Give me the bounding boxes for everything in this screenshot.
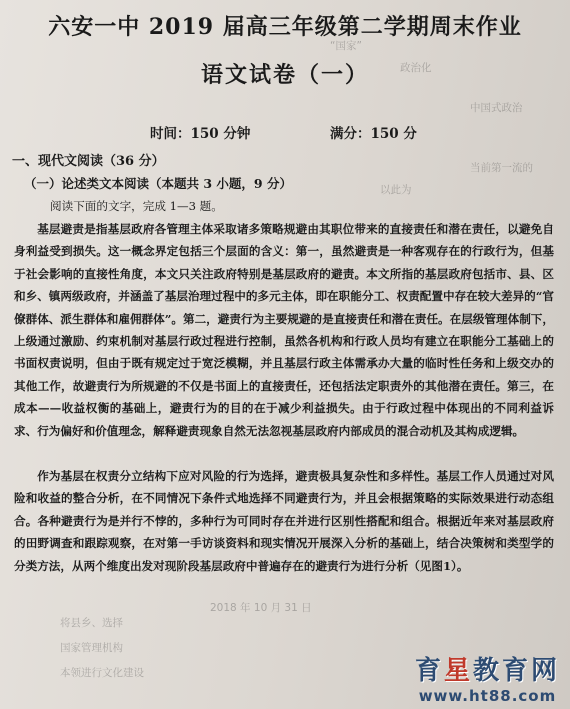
exam-title: 六安一中 2019 届高三年级第二学期周末作业 — [48, 14, 522, 40]
watermark-star: 星 — [443, 656, 473, 686]
reading-instruction: 阅读下面的文字，完成 1—3 题。 — [50, 199, 223, 213]
section-heading: 一、现代文阅读（36 分） — [12, 154, 165, 169]
bleed-through-text: 将县乡、选择 — [60, 617, 123, 629]
bleed-through-text: “国家” — [330, 40, 362, 52]
bleed-through-text: 2018 年 10 月 31 日 — [210, 602, 312, 614]
bleed-through-text: 国家管理机构 — [60, 642, 123, 654]
exam-subtitle: 语文试卷（一） — [200, 62, 369, 88]
watermark-url: www.ht88.com — [418, 687, 557, 705]
site-watermark — [415, 650, 560, 705]
exam-time: 时间：150 分钟 — [150, 126, 251, 142]
bleed-through-text: 政治化 — [400, 62, 432, 74]
bleed-through-text: 本领进行文化建设 — [60, 667, 144, 679]
exam-score: 满分：150 分 — [330, 126, 417, 142]
bleed-through-text: 中国式政治 — [470, 102, 523, 114]
bleed-through-text: 当前第一流的 — [470, 162, 533, 174]
watermark-logo-text: 育星教育网 — [414, 656, 560, 686]
passage-paragraph-1: 基层避责是指基层政府各管理主体采取诸多策略规避由其职位带来的直接责任和潜在责任，以避免自身利益受到损失。这一概念界定包括三个层面的含义：第一，虽然避责是一种客观存在的行政行为，但基于社会影响的直接性角度，本文只关注政府特别是基层政府的避责。本文所指的基层政府包括市、县、区和乡、镇两级政府，并涵盖了基层治理过程中的多元主体，即在职能分工、权责配置中存在较大差异的“官僚群体、派生群体和雇佣群体”。第二，避责行为主要规避的是直接责任和潜在责任。在层级管理体制下，上级通过激励、约束机制对基层行政过程进行控制，虽然各机构和行政人员均有建立在职能分工基础上的书面权责说明，但由于既有规定过于宽泛模糊，并且基层行政主体需承办大量的临时性任务和上级交办的其他工作，故避责行为所规避的不仅是书面上的直接责任，还包括法定职责外的其他潜在责任。第三，在成本——收益权衡的基础上，避责行为的目的在于减少利益损失。由于行政过程中体现出的不同利益诉求、行为偏好和价值理念，解释避责现象自然无法忽视基层政府内部成员的混合动机及其构成逻辑。 — [14, 222, 554, 438]
bleed-through-text: 以此为 — [380, 184, 412, 196]
subsection-heading: （一）论述类文本阅读（本题共 3 小题，9 分） — [24, 176, 292, 191]
passage-paragraph-2: 作为基层在权责分立结构下应对风险的行为选择，避责极具复杂性和多样性。基层工作人员通过对风险和收益的整合分析，在不同情况下条件式地选择不同避责行为，并且会根据策略的实际效果进行动态组合。各种避责行为是并行不悖的，多种行为可同时存在并进行区别性搭配和组合。根据近年来对基层政府的田野调查和跟踪观察，在对第一手访谈资料和现实情况开展深入分析的基础上，结合决策树和类型学的分类方法，从两个维度出发对现阶段基层政府中普遍存在的避责行为进行分析（见图1）。 — [14, 469, 554, 573]
